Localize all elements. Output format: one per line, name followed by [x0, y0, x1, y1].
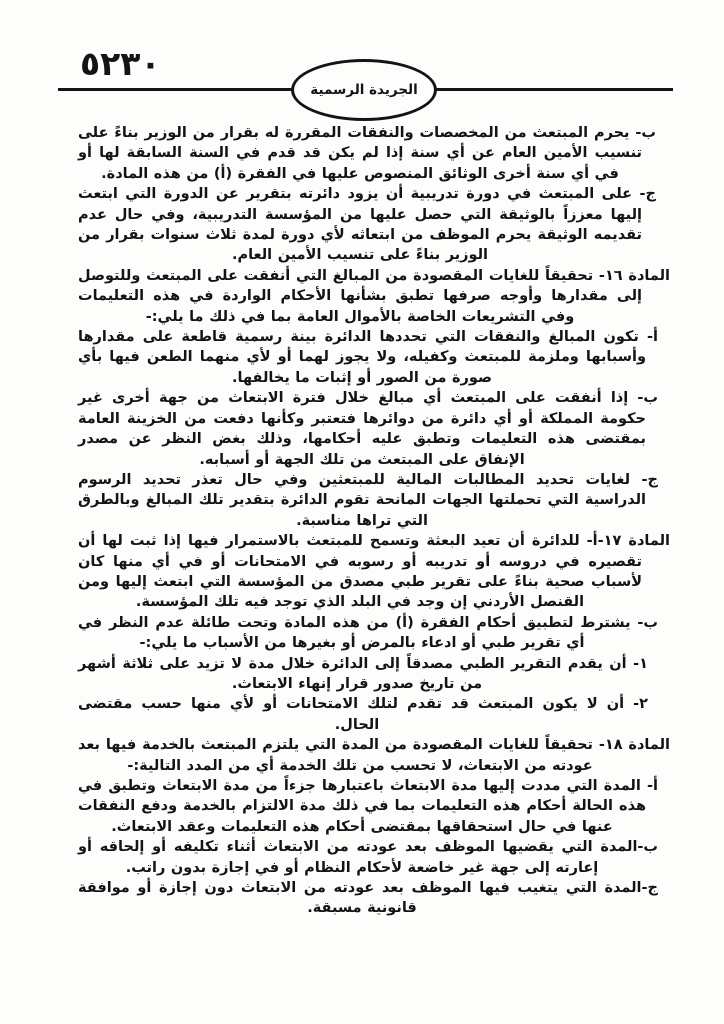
document-body [78, 123, 670, 919]
article-17-clause-b-item-2: ٢- أن لا يكون المبتعث قد تقدم لتلك الامتحانات أو لأي منها حسب مقتضى الحال. [78, 696, 648, 733]
article-18-item-c: ج-المدة التي يتغيب فيها الموظف بعد عودته من الابتعاث دون إجازة أو موافقة قانونية مسبقة. [78, 880, 658, 917]
article-17-clause-b-item-1: ١- أن يقدم التقرير الطبي مصدقاً إلى الدائرة خلال مدة لا تزيد على ثلاثة أشهر من تاريخ صدور قرار إنهاء الابتعاث. [78, 655, 648, 692]
article-18-item-a: أ- المدة التي مددت إليها مدة الابتعاث باعتبارها جزءاً من مدة الابتعاث وتطبق في هذه الحالة أحكام هذه التعليمات بما في ذلك مدة الالتزام بالخدمة ودفع النفقات عنها في حال استحقاقها بمقتضى أحكام هذه التعليمات وعقد الابتعاث. [78, 778, 658, 835]
article-18-item-b: ب-المدة التي يقضيها الموظف بعد عودته من الابتعاث أثناء تكليفه أو إلحاقه أو إعارته إلى جهة غير خاضعة لأحكام النظام أو في إجازة بدون راتب. [78, 839, 658, 876]
clause-c-training-course-report: ج- على المبتعث في دورة تدريبية أن يزود دائرته بتقرير عن الدورة التي ابتعث إليها معززاً بالوثيقة التي حصل عليها من المؤسسة التدريبية، وفي حال عدم تقديمه الوثيقة يحرم الموظف من ابتعاثه لأي دورة لمدة ثلاث سنوات بقرار من الوزير بناءً على تنسيب الأمين العام. [78, 186, 656, 264]
page-number: ٥٢٣٠ [80, 44, 161, 83]
article-18-intro: المادة ١٨- تحقيقاً للغايات المقصودة من المدة التي يلتزم المبتعث بالخدمة فيها بعد عودته من الابتعاث، لا تحسب من تلك الخدمة أي من المدد التالية:- [78, 737, 670, 774]
page-header [0, 0, 724, 122]
article-17-clause-b: ب- يشترط لتطبيق أحكام الفقرة (أ) من هذه المادة وتحت طائلة عدم النظر في أي تقرير طبي أو ادعاء بالمرض أو بغيرها من الأسباب ما يلي:- [78, 614, 658, 652]
article-16-item-a: أ- تكون المبالغ والنفقات التي تحددها الدائرة بينة رسمية قاطعة على مقدارها وأسبابها وملزمة للمبتعث وكفيله، ولا يجوز لهما أو لأي منهما الطعن فيها بأي صورة من الصور أو إثبات ما يخالفها. [78, 329, 658, 386]
clause-b-withheld-allowances: ب- يحرم المبتعث من المخصصات والنفقات المقررة له بقرار من الوزير بناءً على تنسيب الأمين العام عن أي سنة إذا لم يكن قد قدم في السنة السابقة لها أو في أي سنة أخرى الوثائق المنصوص عليها في الفقرة (أ) من هذه المادة. [78, 125, 656, 182]
gazette-badge [291, 59, 437, 121]
article-16-item-b: ب- إذا أنفقت على المبتعث أي مبالغ خلال فترة الابتعاث من جهة أخرى غير حكومة المملكة أو أي دائرة من دوائرها فتعتبر وكأنها دفعت من الخزينة العامة بمقتضى هذه التعليمات وتطبق عليه أحكامها، وذلك بغض النظر عن مصدر الإنفاق على المبتعث من تلك الجهة أو أسبابه. [78, 390, 658, 468]
gazette-title: الجريدة الرسمية [310, 82, 418, 98]
article-17-clause-a: المادة ١٧-أ- للدائرة أن تعيد البعثة وتسمح للمبتعث بالاستمرار فيها إذا ثبت لها أن تقصيره في دروسه أو تدريبه أو رسوبه في الامتحانات أو في أي منها كان لأسباب صحية بناءً على تقرير طبي مصدق من المؤسسة التي ابتعث إليها ومن القنصل الأردني إن وجد في البلد الذي توجد فيه تلك المؤسسة. [78, 533, 670, 611]
article-16-item-c: ج- لغايات تحديد المطالبات المالية للمبتعثين وفي حال تعذر تحديد الرسوم الدراسية التي تحملتها الجهات المانحة تقوم الدائرة بتقدير تلك المبالغ وبالطرق التي تراها مناسبة. [78, 471, 658, 529]
article-16-intro: المادة ١٦- تحقيقاً للغايات المقصودة من المبالغ التي أنفقت على المبتعث وللتوصل إلى مقدارها وأوجه صرفها تطبق بشأنها الأحكام الواردة في هذه التعليمات وفي التشريعات الخاصة بالأموال العامة بما في ذلك ما يلي:- [78, 267, 670, 325]
